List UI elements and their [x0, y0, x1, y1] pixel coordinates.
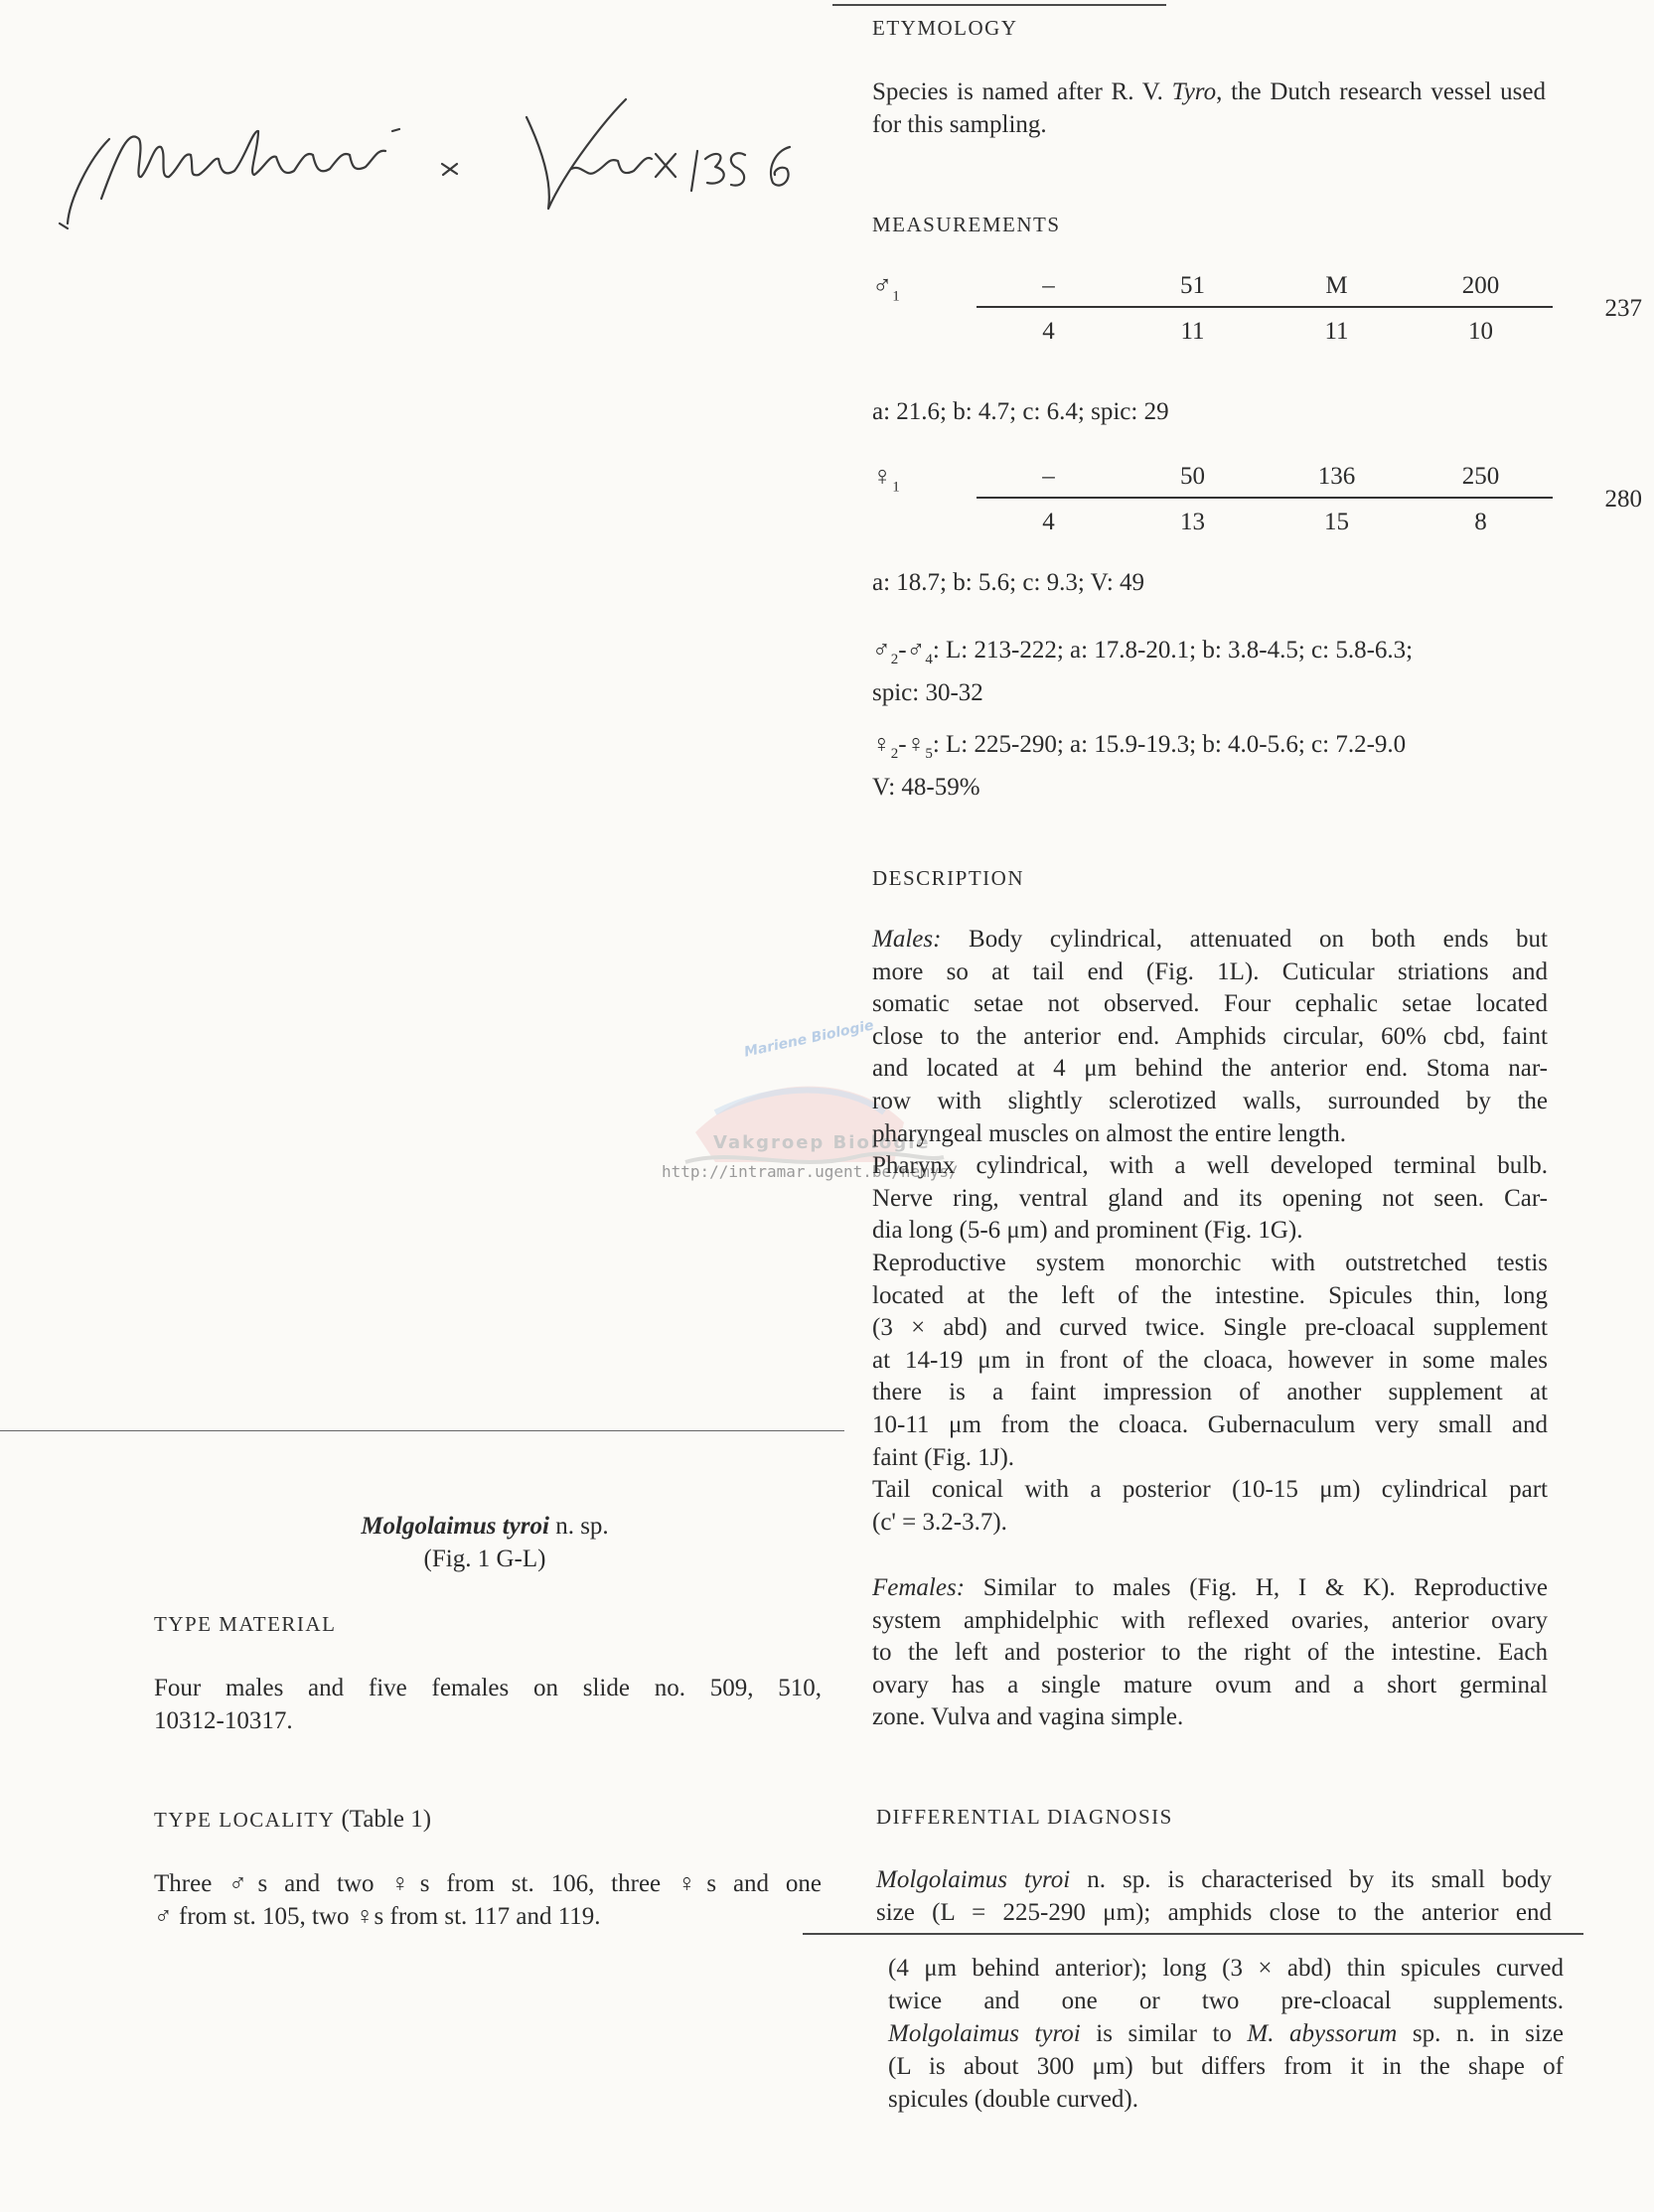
female1-bottom-2: 13 — [1180, 509, 1205, 535]
figure-reference: (Fig. 1 G-L) — [423, 1546, 546, 1572]
male1-top-4: 200 — [1409, 266, 1553, 307]
females-range-line1: : L: 225-290; a: 15.9-19.3; b: 4.0-5.6; c: 7.2-9.0 — [932, 731, 1407, 758]
measurements-heading: MEASUREMENTS — [872, 213, 1061, 236]
diagnosis-text-bottom: (4 μm behind anterior); long (3 × abd) thin spicules curved twice and one or two pre-cloacal supplements. Molgolaimus tyroi is similar to M. abyssorum sp. n. in size (L is about 300 μm) but differs from it in the shape of spicules (double curved). — [888, 1955, 1564, 2113]
watermark-text-2: Vakgroep Biologie — [713, 1132, 931, 1153]
etymology-text — [872, 75, 1546, 141]
type-material-text: Four males and five females on slide no. 509, 510, 10312-10317. — [154, 1675, 822, 1734]
male1-symbol: $♂_1$ — [872, 270, 900, 305]
description-males: Males: Body cylindrical, attenuated on both ends but more so at tail end (Fig. 1L). Cuticular striations and somatic setae not observed. Four cephalic setae located close to the anterior end. Amphids circular, 60% cbd, faint and located at 4 μm behind the anterior end. Stoma nar- row with slightly sclerotized walls, surrounded by the pharyngeal muscles on almost the entire length. Pharynx cylindrical, with a well developed terminal bulb. Nerve ring, ventral gland and its opening not seen. Car- dia long (5-6 μm) and prominent (Fig. 1G). Reproductive system monorchic with outstretched testis located at the left of the intestine. Spicules thin, long (3 × abd) and curved twice. Single pre-cloacal supplement at 14-19 μm in front of the cloaca, however in some males there is a faint impression of another supplement at 10-11 μm from the cloaca. Gubernaculum very small and faint (Fig. 1J). Tail conical with a posterior (10-15 μm) cylindrical part (c' = 3.2-3.7). — [872, 926, 1549, 1536]
type-locality-heading: TYPE LOCALITY (Table 1) — [154, 1806, 432, 1833]
female1-top-3: 136 — [1265, 457, 1409, 498]
male1-bottom-3: 11 — [1324, 318, 1349, 345]
description-females: Females: Similar to males (Fig. H, I & K). Reproductive system amphidelphic with reflexed ovaries, anterior ovary to the left and posterior to the right of the intestine. Each ovary has a single mature ovum and a short germinal zone. Vulva and vagina simple. — [872, 1574, 1548, 1731]
females-label: Females: — [872, 1574, 966, 1601]
male1-measurement-table — [872, 266, 1642, 352]
top-rule — [832, 4, 1166, 6]
female1-symbol: $♀_1$ — [872, 461, 900, 496]
etymology-vessel-name: Tyro — [1171, 78, 1217, 105]
female1-top-1: – — [977, 457, 1121, 498]
female1-top-2: 50 — [1121, 457, 1265, 498]
males-range-line2: spic: 30-32 — [872, 679, 983, 706]
watermark-url: http://intramar.ugent.be/nemys/ — [662, 1162, 959, 1181]
type-material-heading: TYPE MATERIAL — [154, 1612, 337, 1636]
female1-bottom-3: 15 — [1324, 509, 1349, 535]
males-range: $♂_2-♂_4$: L: 213-222; a: 17.8-20.1; b: 3.8-4.5; c: 5.8-6.3; spic: 30-32 — [872, 634, 1548, 709]
female1-measurement-table — [872, 457, 1642, 542]
diagnosis-heading: DIFFERENTIAL DIAGNOSIS — [876, 1805, 1173, 1829]
females-range: $♀_2-♀_5$: L: 225-290; a: 15.9-19.3; b: 4.0-5.6; c: 7.2-9.0 V: 48-59% — [872, 728, 1548, 804]
male1-top-1: – — [977, 266, 1121, 307]
female1-top-4: 250 — [1409, 457, 1553, 498]
females-range-line2: V: 48-59% — [872, 774, 980, 801]
male1-ratios: a: 21.6; b: 4.7; c: 6.4; spic: 29 — [872, 398, 1169, 425]
handwritten-signature — [50, 60, 805, 248]
males-range-line1: : L: 213-222; a: 17.8-20.1; b: 3.8-4.5; c: 5.8-6.3; — [932, 637, 1414, 664]
etymology-post: , the Dutch research vessel used for this sampling. — [872, 78, 1547, 138]
etymology-pre: Species is named after R. V. — [872, 78, 1172, 105]
diagnosis-text-top: Molgolaimus tyroi n. sp. is characterised by its small body size (L = 225-290 μm); amphids close to the anterior end — [876, 1866, 1552, 1926]
description-heading: DESCRIPTION — [872, 866, 1025, 890]
males-label: Males: — [872, 926, 942, 953]
species-name: Molgolaimus tyroi — [361, 1513, 549, 1540]
female1-total: 280 — [1604, 486, 1642, 513]
diagnosis-rule — [803, 1933, 1583, 1935]
male1-bottom-2: 11 — [1180, 318, 1205, 345]
female1-bottom-1: 4 — [1042, 509, 1055, 535]
type-locality-text: Three ♂s and two ♀s from st. 106, three ♀s and one ♂ from st. 105, two ♀s from st. 117 and 119. — [154, 1870, 822, 1930]
male1-top-2: 51 — [1121, 266, 1265, 307]
male1-total: 237 — [1604, 295, 1642, 322]
watermark-text-1: Mariene Biologie — [742, 1017, 875, 1061]
male1-top-3: M — [1265, 266, 1409, 307]
etymology-heading: ETYMOLOGY — [872, 16, 1018, 40]
male1-bottom-1: 4 — [1042, 318, 1055, 345]
male1-bottom-4: 10 — [1468, 318, 1493, 345]
female1-bottom-4: 8 — [1474, 509, 1487, 535]
species-title: Molgolaimus tyroi n. sp. (Fig. 1 G-L) — [207, 1510, 763, 1575]
left-column-rule — [0, 1430, 844, 1431]
female1-ratios: a: 18.7; b: 5.6; c: 9.3; V: 49 — [872, 569, 1145, 596]
